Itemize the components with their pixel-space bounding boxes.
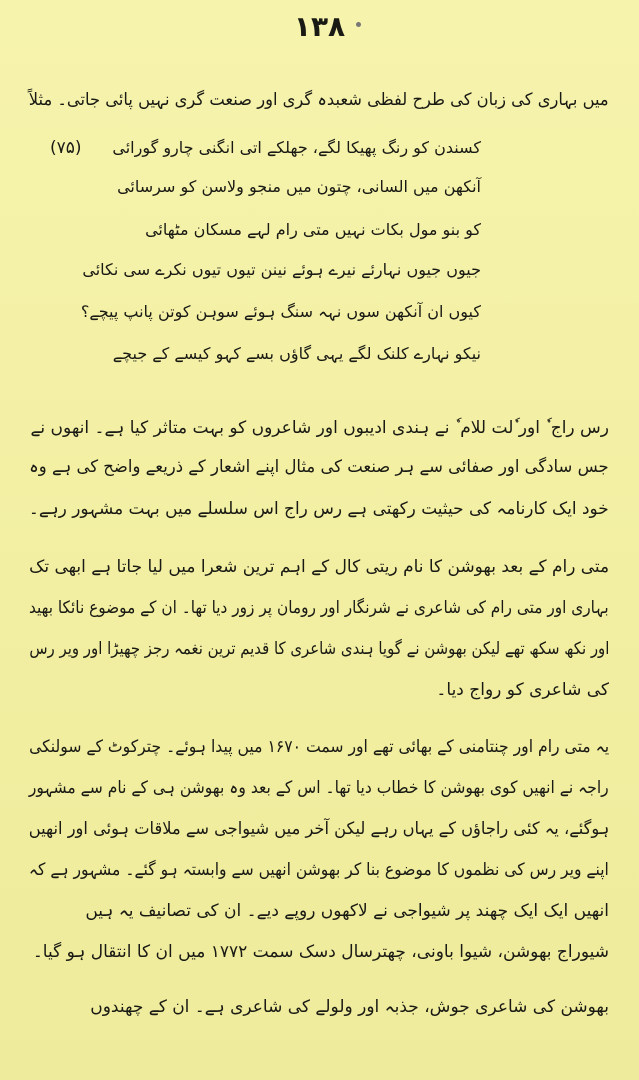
- paragraph-line: ہوگئے، یہ کئی راجاؤں کے یہاں رہے لیکن آخر میں شیواجی سے ملاقات ہوئی اور انھیں: [28, 819, 609, 839]
- verse-line: آنکھن میں السانی، چتون میں منجو ولاسن کو سرسائی: [117, 177, 481, 196]
- paragraph-line: یہ متی رام اور چنتامنی کے بھائی تھے اور سمت ۱۶۷۰ میں پیدا ہوئے۔ چترکوٹ کے سولنکی: [28, 737, 609, 757]
- verse-number: (۷۵): [50, 138, 82, 158]
- page-smudge: [356, 22, 361, 27]
- paragraph-line: بھوشن کی شاعری جوش، جذبہ اور ولولے کی شاعری ہے۔ ان کے چھندوں: [90, 997, 609, 1017]
- paragraph-line: اپنے ویر رس کی نظموں کا موضوع بنا کر بھوشن انھیں سے وابستہ ہو گئے۔ مشہور ہے کہ: [29, 860, 609, 880]
- verse-line: کو بنو مول بکات نہیں متی رام لہے مسکان مٹھائی: [145, 220, 481, 239]
- paragraph-line: جس سادگی اور صفائی سے ہر صنعت کی مثال اپنے اشعار کے ذریعے واضح کی ہے وہ: [29, 457, 609, 477]
- paragraph-line: اور نکھ سکھ تھے لیکن بھوشن نے گویا ہندی شاعری کا قدیم ترین نغمہ رجز چھیڑا اور ویر رس: [28, 639, 609, 659]
- verse-line: جیوں جیوں نہارئے نیرے ہوئے نینن تیوں تیوں نکرے سی نکائی: [82, 260, 481, 279]
- page-number: ۱۳۸: [293, 10, 346, 43]
- paragraph-line: انھیں ایک ایک چھند پر شیواجی نے لاکھوں روپے دیے۔ ان کی تصانیف یہ ہیں: [85, 901, 609, 921]
- paragraph-line: رس راج ٗ اور ٗلت للام ٗ نے ہندی ادیبوں اور شاعروں کو بہت متاثر کیا ہے۔ انھوں نے: [30, 418, 609, 438]
- paragraph-line: خود ایک کارنامہ کی حیثیت رکھتی ہے رس راج اس سلسلے میں بہت مشہور رہے۔: [29, 499, 609, 519]
- verse-line: نیکو نہارے کلنک لگے یہی گاؤں بسے کہو کیسے کے جیچے: [112, 344, 481, 363]
- paragraph-line: متی رام کے بعد بھوشن کا نام ریتی کال کے اہم ترین شعرا میں لیا جاتا ہے ابھی تک: [29, 557, 609, 577]
- paragraph-line: بہاری اور متی رام کی شاعری نے شرنگار اور رومان پر زور دیا تھا۔ ان کے موضوع نائکا بھید: [29, 598, 609, 618]
- verse-line: کیوں ان آنکھن سوں نہہ سنگ ہوئے سوہن کوتن پانپ پیچے؟: [80, 302, 481, 321]
- intro-line: میں بہاری کی زبان کی طرح لفظی شعبدہ گری اور صنعت گری نہیں پائی جاتی۔ مثلاً: [29, 90, 609, 110]
- paragraph-line: شیوراج بھوشن، شیوا باونی، چھترسال دسک سمت ۱۷۷۲ میں ان کا انتقال ہو گیا۔: [32, 942, 609, 962]
- paragraph-line: راجہ نے انھیں کوی بھوشن کا خطاب دیا تھا۔ اس کے بعد وہ بھوشن ہی کے نام سے مشہور: [29, 778, 609, 798]
- paragraph-line: کی شاعری کو رواج دیا۔: [436, 680, 609, 700]
- verse-line: کسندن کو رنگ پھیکا لگے، جھلکے اتی انگنی چارو گورائی: [112, 138, 481, 157]
